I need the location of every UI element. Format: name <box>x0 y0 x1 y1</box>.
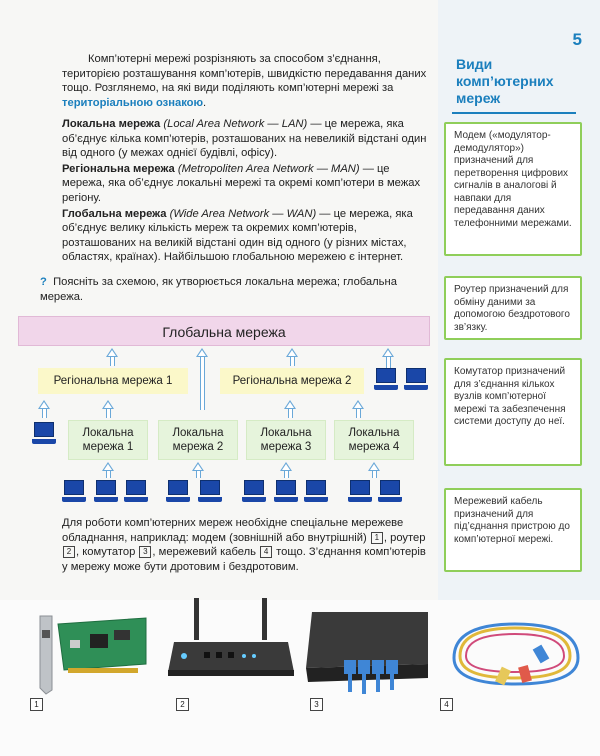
regional-network-2: Регіональна мережа 2 <box>220 368 364 394</box>
arrow-up-icon <box>192 462 204 478</box>
arrow-up-icon <box>38 400 50 418</box>
question <box>40 275 432 304</box>
computer-icon <box>374 368 398 394</box>
regional-network-1: Регіональна мережа 1 <box>38 368 188 394</box>
computer-icon <box>94 480 118 506</box>
definition-man: Регіональна мережа (Metropoliten Area Network — MAN) — це мережа, яка об’єднує локальні мережі та окремі комп’ютери в межах регіону. <box>62 162 421 204</box>
figure-number-4: 4 <box>440 698 453 711</box>
computer-icon <box>274 480 298 506</box>
computer-icon <box>166 480 190 506</box>
definitions <box>62 117 430 265</box>
computer-icon <box>242 480 266 506</box>
intro-paragraph: Комп’ютерні мережі розрізняють за способом з’єднання, територією розташування комп’ютерів, швидкістю передавання даних тощо. Розглянемо, на які види поділяють комп’ютерні мережі за територіальною ознакою. <box>62 53 427 109</box>
arrow-up-icon <box>352 400 364 418</box>
local-network-1: Локальна мережа 1 <box>68 420 148 460</box>
arrow-up-icon <box>368 462 380 478</box>
network-diagram <box>0 308 430 508</box>
figure-number-3: 3 <box>310 698 323 711</box>
territorial-link[interactable]: територіальною ознакою <box>62 96 204 109</box>
arrow-up-icon <box>382 348 394 368</box>
equipment-paragraph: Для роботи комп’ютерних мереж необхідне спеціальне мережеве обладнання, наприклад: модем (зовнішній або внутрішній) 1 , роутер 2 , комутатор 3 , мережевий кабель 4 тощо. З’єднання комп’ютерів у мережу може бути дротовим і бездротовим. <box>62 517 426 573</box>
network-cable-image <box>440 616 590 692</box>
computer-icon <box>404 368 428 394</box>
arrow-up-icon <box>280 462 292 478</box>
ref-box-4: 4 <box>260 546 272 558</box>
local-network-2: Локальна мережа 2 <box>158 420 238 460</box>
figure-number-1: 1 <box>30 698 43 711</box>
note-modem: Модем («модулятор-демодулятор») призначений для перетворення цифрових сигналів в аналогові й навпаки для передавання даних телефонними мережами. <box>444 122 582 256</box>
local-network-4: Локальна мережа 4 <box>334 420 414 460</box>
note-cable: Мережевий кабель призначений для під’єднання пристрою до комп’ютерної мережі. <box>444 488 582 572</box>
question-icon: ? <box>40 276 47 288</box>
arrow-up-icon <box>286 348 298 366</box>
ref-box-3: 3 <box>139 546 151 558</box>
computer-icon <box>124 480 148 506</box>
arrow-up-icon <box>106 348 118 366</box>
equipment-photos <box>0 600 600 756</box>
computer-icon <box>378 480 402 506</box>
local-network-3: Локальна мережа 3 <box>246 420 326 460</box>
note-router: Роутер призначений для обміну даними за допомогою бездротового зв’язку. <box>444 276 582 340</box>
global-network-box: Глобальна мережа <box>18 316 430 346</box>
computer-icon <box>348 480 372 506</box>
figure-number-2: 2 <box>176 698 189 711</box>
computer-icon <box>198 480 222 506</box>
question-text: Поясніть за схемою, як утворюється локальна мережа; глобальна мережа. <box>40 276 397 303</box>
arrow-up-icon <box>102 400 114 418</box>
ref-box-2: 2 <box>63 546 75 558</box>
modem-card-image <box>30 610 148 696</box>
arrow-up-icon <box>284 400 296 418</box>
router-image <box>164 590 294 690</box>
intro-text: Комп’ютерні мережі розрізняють за способом з’єднання, територією розташування комп’ютерів, швидкістю передавання даних тощо. Розглянемо, на які види поділяють комп’ютерні мережі за <box>62 53 427 95</box>
page-number: 5 <box>572 30 582 49</box>
sidebar-title: Види комп’ютерних мереж <box>456 56 554 106</box>
switch-image <box>304 608 430 700</box>
computer-icon <box>62 480 86 506</box>
computer-icon <box>304 480 328 506</box>
sidebar-title-underline <box>452 112 576 114</box>
arrow-up-icon <box>102 462 114 478</box>
ref-box-1: 1 <box>371 532 383 544</box>
definition-wan: Глобальна мережа (Wide Area Network — WAN) — це мережа, яка об’єднує велику кількість мереж та окремих комп’ютерів, розташованих на великій відстані один від одного (у різних містах, областях, країнах). Найбільшою глобальною мережею є інтернет. <box>62 207 413 264</box>
computer-icon <box>32 422 56 448</box>
arrow-up-icon <box>196 348 208 410</box>
note-switch: Комутатор призначений для з’єднання кількох вузлів комп’ютерної мережі та забезпечення системи доступу до неї. <box>444 358 582 466</box>
definition-lan: Локальна мережа (Local Area Network — LAN) — це мережа, яка об’єднує кілька комп’ютерів, розташованих на невеликій відстані один від одного (у межах однієї будівлі, офісу). <box>62 118 427 160</box>
